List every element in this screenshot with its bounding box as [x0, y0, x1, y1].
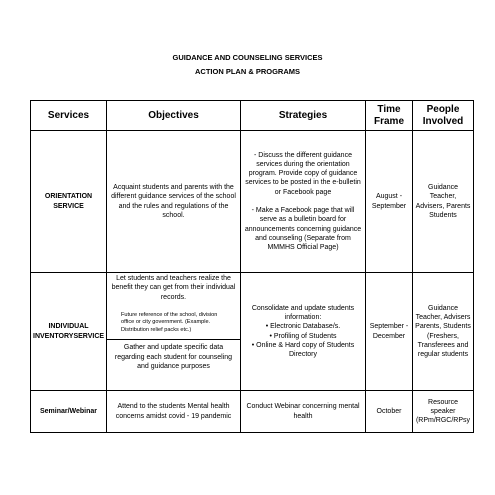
- strategy-bullet: • Electronic Database/s.: [265, 323, 341, 331]
- header-time-frame: Time Frame: [366, 101, 413, 131]
- header-strategies: Strategies: [241, 101, 366, 131]
- strategy-cell: Conduct Webinar concerning mental health: [241, 391, 366, 433]
- header-people-involved: People Involved: [413, 101, 474, 131]
- service-cell: Seminar/Webinar: [31, 391, 107, 433]
- strategy-text: - Make a Facebook page that will serve as a bulletin board for announcements concerning guidance and counseling (Separate from MMMHS Official Page): [244, 207, 362, 252]
- objective-cell: Attend to the students Mental health concerns amidst covid - 19 pandemic: [107, 391, 241, 433]
- strategy-bullet: • Profiling of Students: [269, 332, 337, 340]
- people-cell: Guidance Teacher, Advisers Parents, Students (Freshers, Transferees and regular students: [413, 273, 474, 391]
- objective-cell: [107, 273, 241, 391]
- header-objectives: Objectives: [107, 101, 241, 131]
- document-subtitle: ACTION PLAN & PROGRAMS: [195, 67, 300, 76]
- header-row: [31, 101, 474, 131]
- people-cell: Guidance Teacher, Advisers, Parents Students: [413, 131, 474, 273]
- people-cell: Resource speaker (RPm/RGC/RPsy: [413, 391, 474, 433]
- time-frame-cell: October: [366, 391, 413, 433]
- table-row-orientation: [31, 131, 474, 273]
- cell-divider: [107, 339, 240, 340]
- objective-note: Future reference of the school, division office or city government. (Example. Distribution relief packs etc.): [121, 311, 218, 333]
- objective-text: Gather and update specific data regarding each student for counseling and guidance purposes: [114, 344, 233, 370]
- time-frame-cell: September - December: [366, 273, 413, 391]
- time-frame-cell: August - September: [366, 131, 413, 273]
- strategy-bullet: • Online & Hard copy of Students Directory: [251, 341, 355, 359]
- strategy-text: Consolidate and update students information:: [251, 304, 355, 321]
- header-services: Services: [31, 101, 107, 131]
- strategy-cell: [241, 273, 366, 391]
- action-plan-table: [30, 100, 474, 433]
- document-title: GUIDANCE AND COUNSELING SERVICES: [172, 53, 323, 62]
- strategy-cell: [241, 131, 366, 273]
- objective-cell: Acquaint students and parents with the different guidance services of the school and the rules and regulations of the school.: [107, 131, 241, 273]
- objective-text: Let students and teachers realize the benefit they can get from their individual records.: [111, 275, 236, 301]
- strategy-text: - Discuss the different guidance services during the orientation program. Provide copy of guidance services to be posted in the e-bulletin or Facebook page: [245, 151, 361, 196]
- service-cell: INDIVIDUAL INVENTORYSERVICE: [31, 273, 107, 391]
- table-row-seminar: [31, 391, 474, 433]
- table-row-individual-inventory: [31, 273, 474, 391]
- service-cell: ORIENTATION SERVICE: [31, 131, 107, 273]
